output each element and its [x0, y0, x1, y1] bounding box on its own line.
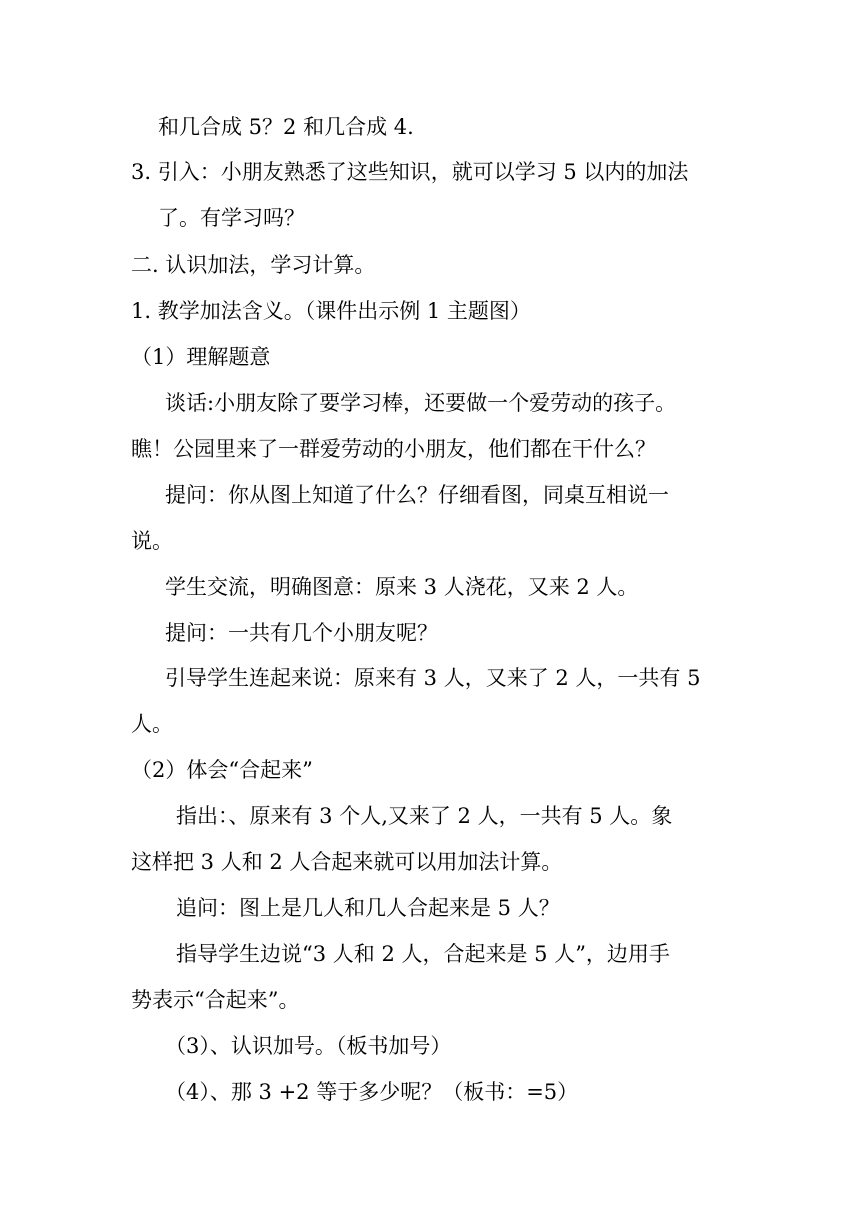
subheading-3: （3）、认识加号。（板书加号）	[165, 1034, 452, 1058]
text-line-17: 这样把 3 人和 2 人合起来就可以用加法计算。	[131, 850, 563, 874]
text-line-3: 了。有学习吗？	[158, 206, 305, 230]
text-line-13: 引导学生连起来说：原来有 3 人，又来了 2 人，一共有 5	[165, 666, 701, 690]
text-line-7: 谈话:小朋友除了要学习棒，还要做一个爱劳动的孩子。	[165, 391, 677, 415]
text-line-9: 提问：你从图上知道了什么？仔细看图，同桌互相说一	[165, 483, 669, 507]
text-line-19: 指导学生边说“3 人和 2 人，合起来是 5 人”，边用手	[176, 942, 670, 966]
text-line-11: 学生交流，明确图意：原来 3 人浇花，又来 2 人。	[165, 575, 639, 599]
text-line-8: 瞧！公园里来了一群爱劳动的小朋友，他们都在干什么？	[131, 437, 656, 461]
text-line-18: 追问：图上是几人和几人合起来是 5 人？	[176, 896, 560, 920]
text-line-14: 人。	[131, 712, 173, 736]
section-heading-2: 二. 认识加法，学习计算。	[131, 253, 376, 277]
text-line-20: 势表示“合起来”。	[131, 988, 300, 1012]
text-line-5: 1. 教学加法含义。（课件出示例 1 主题图）	[131, 299, 531, 323]
subheading-4: （4）、那 3 +2 等于多少呢？（板书：=5）	[165, 1080, 579, 1104]
subheading-2: （2）体会“合起来”	[131, 758, 313, 782]
text-line-1: 和几合成 5？2 和几合成 4.	[158, 115, 414, 139]
text-line-10: 说。	[131, 529, 173, 553]
text-line-2: 3. 引入：小朋友熟悉了这些知识，就可以学习 5 以内的加法	[131, 160, 689, 184]
text-line-12: 提问：一共有几个小朋友呢？	[165, 621, 438, 645]
subheading-1: （1）理解题意	[131, 345, 271, 369]
text-line-16: 指出：、原来有 3 个人,又来了 2 人，一共有 5 人。象	[176, 804, 673, 828]
